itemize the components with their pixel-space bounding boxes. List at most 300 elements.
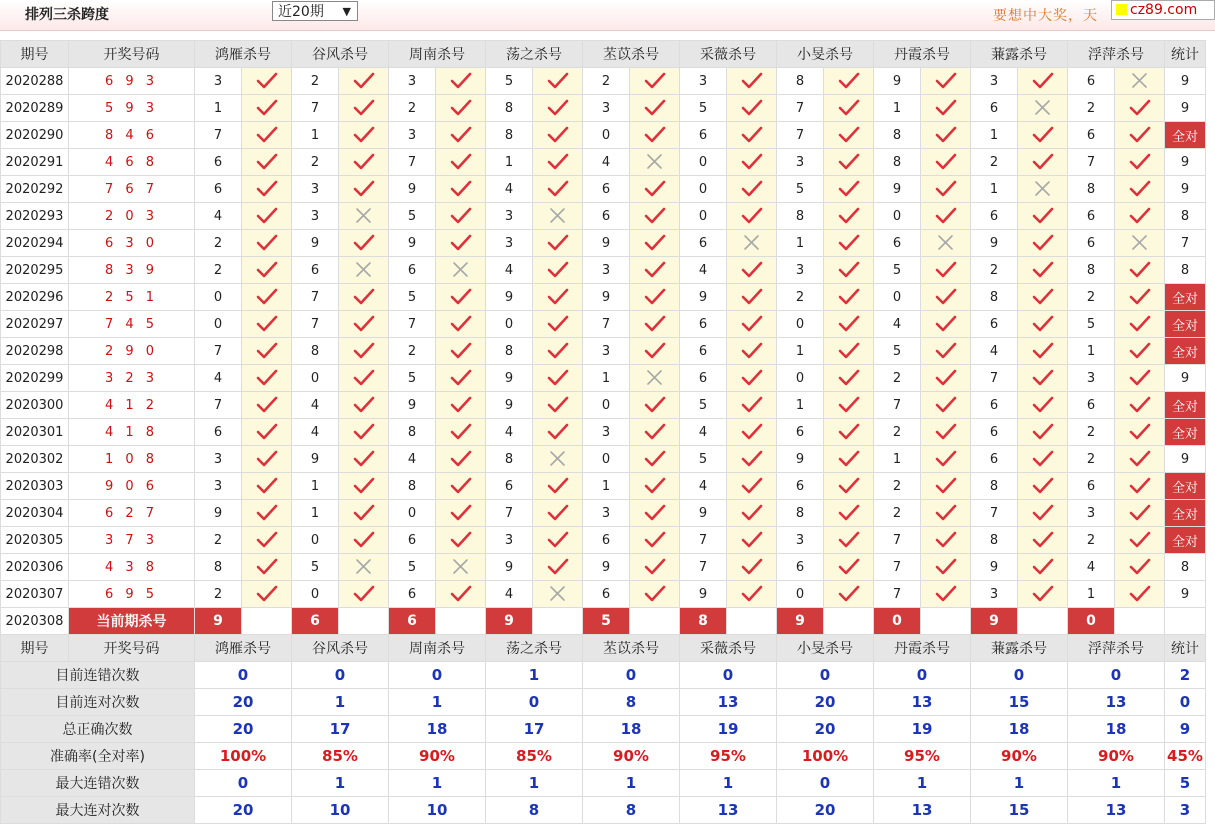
check-icon — [630, 230, 680, 257]
check-icon — [727, 284, 777, 311]
kill-number: 9 — [971, 230, 1018, 257]
kill-number: 5 — [1068, 311, 1115, 338]
check-icon — [242, 365, 292, 392]
current-kill-spacer — [630, 608, 680, 635]
kill-number: 4 — [1068, 554, 1115, 581]
check-icon — [533, 527, 583, 554]
kill-number: 2 — [195, 527, 242, 554]
kill-number: 5 — [680, 392, 727, 419]
kill-number: 9 — [583, 284, 630, 311]
kill-number: 5 — [874, 338, 921, 365]
check-icon — [242, 203, 292, 230]
kill-number: 4 — [486, 176, 533, 203]
stat-value: 0 — [389, 662, 486, 689]
kill-number: 2 — [195, 581, 242, 608]
kill-number: 6 — [680, 311, 727, 338]
row-total: 7 — [1165, 230, 1206, 257]
check-icon — [824, 149, 874, 176]
kill-number: 6 — [583, 581, 630, 608]
kill-number: 8 — [874, 149, 921, 176]
check-icon — [824, 581, 874, 608]
table-row — [1, 446, 1206, 473]
stat-total: 45% — [1165, 743, 1206, 770]
row-total: 9 — [1165, 446, 1206, 473]
stat-value: 0 — [583, 662, 680, 689]
kill-number: 6 — [680, 338, 727, 365]
check-icon — [1018, 527, 1068, 554]
check-icon — [630, 446, 680, 473]
check-icon — [630, 500, 680, 527]
column-header-expert: 小旻杀号 — [777, 635, 874, 662]
column-header-expert: 鸿雁杀号 — [195, 41, 292, 68]
kill-number: 4 — [874, 311, 921, 338]
table-row — [1, 338, 1206, 365]
check-icon — [921, 527, 971, 554]
chevron-down-icon: ▼ — [342, 5, 351, 18]
all-correct-badge: 全对 — [1165, 527, 1206, 554]
check-icon — [921, 95, 971, 122]
kill-number: 6 — [1068, 203, 1115, 230]
kill-number: 9 — [292, 230, 339, 257]
check-icon — [630, 581, 680, 608]
kill-number: 1 — [874, 446, 921, 473]
check-icon — [533, 338, 583, 365]
kill-number: 9 — [486, 392, 533, 419]
current-kill-number: 9 — [486, 608, 533, 635]
stat-value: 13 — [1068, 689, 1165, 716]
kill-number: 1 — [971, 122, 1018, 149]
check-icon — [436, 68, 486, 95]
cross-icon — [339, 554, 389, 581]
stat-value: 1 — [292, 689, 389, 716]
kill-number: 7 — [777, 95, 824, 122]
kill-number: 3 — [583, 338, 630, 365]
check-icon — [824, 365, 874, 392]
check-icon — [1115, 176, 1165, 203]
stat-value: 85% — [292, 743, 389, 770]
stat-value: 1 — [486, 770, 583, 797]
kill-number: 9 — [583, 230, 630, 257]
cross-icon — [727, 230, 777, 257]
all-correct-badge: 全对 — [1165, 392, 1206, 419]
brand-link[interactable] — [1111, 0, 1215, 20]
stat-total: 9 — [1165, 716, 1206, 743]
kill-number: 7 — [389, 311, 436, 338]
kill-number: 7 — [1068, 149, 1115, 176]
kill-number: 3 — [195, 446, 242, 473]
check-icon — [1115, 284, 1165, 311]
kill-number: 8 — [1068, 257, 1115, 284]
brand-text: cz89.com — [1130, 2, 1198, 18]
kill-number: 1 — [874, 95, 921, 122]
kill-number: 1 — [583, 473, 630, 500]
kill-number: 6 — [680, 230, 727, 257]
check-icon — [339, 473, 389, 500]
check-icon — [1115, 122, 1165, 149]
kill-number: 1 — [292, 473, 339, 500]
current-kill-spacer — [727, 608, 777, 635]
check-icon — [242, 527, 292, 554]
check-icon — [727, 122, 777, 149]
check-icon — [436, 446, 486, 473]
check-icon — [339, 527, 389, 554]
stat-row — [1, 689, 1206, 716]
kill-number: 9 — [389, 176, 436, 203]
kill-number: 3 — [389, 122, 436, 149]
kill-number: 8 — [486, 95, 533, 122]
check-icon — [921, 311, 971, 338]
current-period-row — [1, 608, 1206, 635]
kill-number: 8 — [389, 419, 436, 446]
column-header-expert: 丹霞杀号 — [874, 41, 971, 68]
check-icon — [727, 149, 777, 176]
kill-number: 1 — [777, 230, 824, 257]
kill-number: 8 — [777, 68, 824, 95]
stat-value: 0 — [1068, 662, 1165, 689]
check-icon — [533, 230, 583, 257]
row-total: 8 — [1165, 257, 1206, 284]
kill-number: 7 — [777, 122, 824, 149]
kill-number: 6 — [389, 527, 436, 554]
kill-number: 2 — [583, 68, 630, 95]
row-total: 8 — [1165, 554, 1206, 581]
check-icon — [242, 338, 292, 365]
issue-number: 2020300 — [1, 392, 69, 419]
table-header-row — [1, 635, 1206, 662]
check-icon — [339, 149, 389, 176]
stat-value: 1 — [389, 689, 486, 716]
kill-number: 1 — [292, 500, 339, 527]
kill-number: 8 — [874, 122, 921, 149]
kill-number: 1 — [971, 176, 1018, 203]
column-header-expert: 浮萍杀号 — [1068, 635, 1165, 662]
check-icon — [1115, 203, 1165, 230]
kill-number: 7 — [292, 311, 339, 338]
check-icon — [242, 149, 292, 176]
kill-number: 6 — [971, 95, 1018, 122]
kill-number: 5 — [292, 554, 339, 581]
stat-value: 20 — [195, 689, 292, 716]
kill-number: 7 — [971, 365, 1018, 392]
current-kill-spacer — [1115, 608, 1165, 635]
kill-number: 7 — [389, 149, 436, 176]
kill-number: 3 — [583, 95, 630, 122]
table-row — [1, 581, 1206, 608]
check-icon — [533, 149, 583, 176]
kill-number: 2 — [1068, 419, 1115, 446]
check-icon — [727, 338, 777, 365]
column-header-expert: 荡之杀号 — [486, 635, 583, 662]
kill-number: 0 — [777, 365, 824, 392]
kill-number: 3 — [292, 203, 339, 230]
check-icon — [727, 176, 777, 203]
stat-value: 19 — [874, 716, 971, 743]
check-icon — [242, 500, 292, 527]
stat-value: 95% — [874, 743, 971, 770]
stat-label: 准确率(全对率) — [1, 743, 195, 770]
issue-number: 2020290 — [1, 122, 69, 149]
kill-number: 6 — [971, 446, 1018, 473]
draw-numbers: 2 0 3 — [69, 203, 195, 230]
issue-number: 2020307 — [1, 581, 69, 608]
check-icon — [436, 203, 486, 230]
check-icon — [921, 68, 971, 95]
stat-value: 10 — [389, 797, 486, 824]
issue-number: 2020303 — [1, 473, 69, 500]
current-kill-spacer — [339, 608, 389, 635]
draw-numbers: 8 3 9 — [69, 257, 195, 284]
check-icon — [921, 419, 971, 446]
kill-number: 3 — [195, 68, 242, 95]
check-icon — [824, 446, 874, 473]
kill-number: 2 — [1068, 284, 1115, 311]
kill-number: 6 — [486, 473, 533, 500]
column-header-draw: 开奖号码 — [69, 635, 195, 662]
check-icon — [630, 338, 680, 365]
check-icon — [339, 365, 389, 392]
check-icon — [436, 581, 486, 608]
kill-number: 7 — [874, 581, 921, 608]
column-header-issue: 期号 — [1, 41, 69, 68]
current-kill-number: 9 — [971, 608, 1018, 635]
check-icon — [1018, 473, 1068, 500]
kill-number: 5 — [680, 95, 727, 122]
table-row — [1, 500, 1206, 527]
stat-total: 2 — [1165, 662, 1206, 689]
kill-number: 3 — [971, 68, 1018, 95]
check-icon — [436, 419, 486, 446]
check-icon — [242, 311, 292, 338]
kill-number: 6 — [195, 419, 242, 446]
check-icon — [1115, 95, 1165, 122]
stat-row — [1, 743, 1206, 770]
cross-icon — [339, 257, 389, 284]
period-select[interactable] — [272, 1, 358, 21]
row-total: 9 — [1165, 176, 1206, 203]
check-icon — [1115, 149, 1165, 176]
current-kill-spacer — [1018, 608, 1068, 635]
check-icon — [727, 419, 777, 446]
table-row — [1, 68, 1206, 95]
check-icon — [533, 257, 583, 284]
kill-number: 7 — [195, 392, 242, 419]
check-icon — [727, 500, 777, 527]
issue-number: 2020306 — [1, 554, 69, 581]
stat-value: 13 — [680, 797, 777, 824]
check-icon — [242, 473, 292, 500]
current-kill-spacer — [436, 608, 486, 635]
kill-number: 6 — [874, 230, 921, 257]
kill-number: 4 — [486, 257, 533, 284]
column-header-expert: 谷风杀号 — [292, 41, 389, 68]
issue-number: 2020294 — [1, 230, 69, 257]
check-icon — [1018, 338, 1068, 365]
kill-number: 3 — [486, 230, 533, 257]
stat-value: 8 — [583, 689, 680, 716]
column-header-expert: 小旻杀号 — [777, 41, 874, 68]
stat-row — [1, 662, 1206, 689]
column-header-expert: 苤苡杀号 — [583, 635, 680, 662]
kill-number: 6 — [195, 176, 242, 203]
stat-value: 0 — [777, 770, 874, 797]
kill-number: 7 — [292, 284, 339, 311]
kill-number: 8 — [292, 338, 339, 365]
cross-icon — [1018, 176, 1068, 203]
kill-number: 5 — [874, 257, 921, 284]
stat-value: 8 — [583, 797, 680, 824]
kill-number: 9 — [486, 554, 533, 581]
check-icon — [921, 284, 971, 311]
check-icon — [339, 581, 389, 608]
check-icon — [824, 230, 874, 257]
kill-number: 3 — [1068, 500, 1115, 527]
kill-number: 2 — [971, 257, 1018, 284]
kill-number: 6 — [971, 392, 1018, 419]
stat-value: 1 — [1068, 770, 1165, 797]
cross-icon — [1115, 230, 1165, 257]
draw-numbers: 1 0 8 — [69, 446, 195, 473]
stat-row — [1, 797, 1206, 824]
check-icon — [339, 68, 389, 95]
check-icon — [921, 122, 971, 149]
kill-number: 4 — [195, 365, 242, 392]
row-total: 9 — [1165, 95, 1206, 122]
kill-number: 6 — [583, 203, 630, 230]
kill-number: 0 — [486, 311, 533, 338]
page-title: 排列三杀跨度 — [25, 7, 109, 23]
draw-numbers: 6 3 0 — [69, 230, 195, 257]
issue-number: 2020298 — [1, 338, 69, 365]
issue-number: 2020302 — [1, 446, 69, 473]
kill-number: 2 — [195, 257, 242, 284]
check-icon — [242, 68, 292, 95]
current-kill-number: 8 — [680, 608, 727, 635]
kill-number: 6 — [777, 419, 824, 446]
kill-number: 3 — [583, 257, 630, 284]
column-header-expert: 荡之杀号 — [486, 41, 583, 68]
kill-number: 3 — [486, 527, 533, 554]
check-icon — [1115, 392, 1165, 419]
column-header-expert: 采薇杀号 — [680, 41, 777, 68]
check-icon — [533, 500, 583, 527]
check-icon — [921, 338, 971, 365]
kill-number: 9 — [777, 446, 824, 473]
kill-number: 9 — [874, 68, 921, 95]
check-icon — [1115, 473, 1165, 500]
period-select-value: 近20期 — [278, 4, 324, 20]
check-icon — [1115, 554, 1165, 581]
check-icon — [339, 122, 389, 149]
check-icon — [533, 419, 583, 446]
kill-number: 0 — [680, 203, 727, 230]
kill-number: 8 — [195, 554, 242, 581]
kill-number: 0 — [389, 500, 436, 527]
check-icon — [339, 419, 389, 446]
check-icon — [1018, 311, 1068, 338]
check-icon — [533, 68, 583, 95]
check-icon — [339, 176, 389, 203]
check-icon — [533, 311, 583, 338]
kill-number: 4 — [583, 149, 630, 176]
check-icon — [921, 365, 971, 392]
issue-number: 2020301 — [1, 419, 69, 446]
check-icon — [1018, 554, 1068, 581]
draw-numbers: 6 2 7 — [69, 500, 195, 527]
kill-number: 6 — [971, 419, 1018, 446]
row-total: 9 — [1165, 68, 1206, 95]
cross-icon — [533, 581, 583, 608]
check-icon — [630, 392, 680, 419]
check-icon — [242, 176, 292, 203]
row-total: 8 — [1165, 203, 1206, 230]
check-icon — [630, 554, 680, 581]
table-row — [1, 149, 1206, 176]
stat-value: 0 — [874, 662, 971, 689]
kill-number: 7 — [583, 311, 630, 338]
issue-number: 2020304 — [1, 500, 69, 527]
table-row — [1, 257, 1206, 284]
check-icon — [436, 284, 486, 311]
kill-number: 5 — [389, 203, 436, 230]
kill-number: 7 — [874, 554, 921, 581]
kill-number: 9 — [389, 392, 436, 419]
check-icon — [630, 311, 680, 338]
kill-number: 0 — [777, 311, 824, 338]
kill-number: 9 — [680, 284, 727, 311]
column-header-expert: 蒹露杀号 — [971, 635, 1068, 662]
check-icon — [824, 338, 874, 365]
check-icon — [436, 500, 486, 527]
stat-row — [1, 770, 1206, 797]
kill-number: 4 — [389, 446, 436, 473]
kill-number: 2 — [874, 500, 921, 527]
table-row — [1, 95, 1206, 122]
check-icon — [242, 419, 292, 446]
kill-number: 2 — [874, 473, 921, 500]
check-icon — [824, 527, 874, 554]
check-icon — [824, 257, 874, 284]
issue-number: 2020308 — [1, 608, 69, 635]
stat-value: 13 — [680, 689, 777, 716]
kill-number: 8 — [389, 473, 436, 500]
draw-numbers: 2 9 0 — [69, 338, 195, 365]
check-icon — [824, 284, 874, 311]
kill-number: 6 — [1068, 473, 1115, 500]
kill-number: 3 — [583, 419, 630, 446]
draw-numbers: 6 9 5 — [69, 581, 195, 608]
check-icon — [824, 68, 874, 95]
kill-number: 3 — [389, 68, 436, 95]
check-icon — [630, 203, 680, 230]
kill-number: 4 — [680, 257, 727, 284]
stat-value: 1 — [389, 770, 486, 797]
check-icon — [727, 581, 777, 608]
stat-value: 18 — [1068, 716, 1165, 743]
kill-number: 6 — [777, 554, 824, 581]
current-kill-number: 6 — [292, 608, 339, 635]
column-header-total: 统计 — [1165, 41, 1206, 68]
kill-number: 0 — [680, 176, 727, 203]
check-icon — [921, 446, 971, 473]
kill-number: 6 — [389, 257, 436, 284]
kill-number: 0 — [583, 446, 630, 473]
issue-number: 2020288 — [1, 68, 69, 95]
issue-number: 2020291 — [1, 149, 69, 176]
kill-number: 0 — [583, 122, 630, 149]
kill-number: 1 — [777, 338, 824, 365]
kill-number: 2 — [971, 149, 1018, 176]
check-icon — [533, 392, 583, 419]
